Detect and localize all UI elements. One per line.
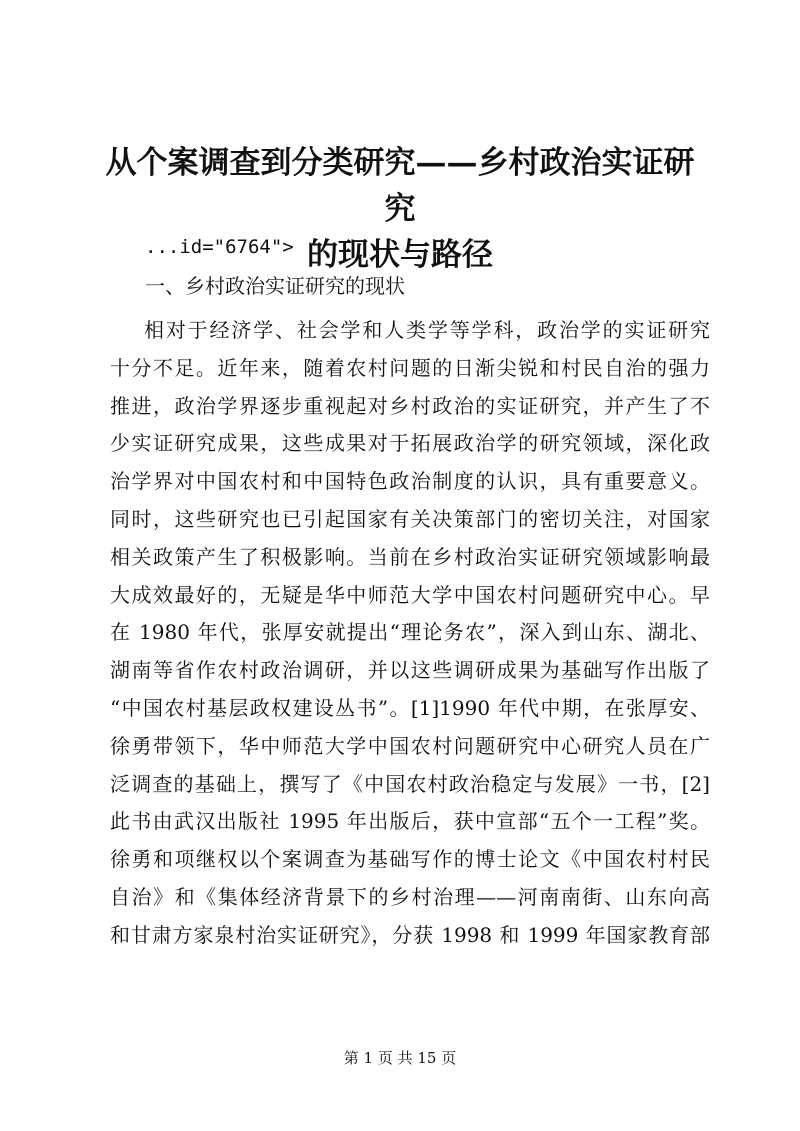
body-line: 徐勇和项继权以个案调查为基础写作的博士论文《中国农村村民 (110, 847, 710, 872)
body-line: 治学界对中国农村和中国特色政治制度的认识，具有重要意义。 (110, 469, 710, 494)
body-line: 十分不足。近年来，随着农村问题的日渐尖锐和村民自治的强力 (110, 355, 710, 380)
body-line: “中国农村基层政权建设丛书”。[1]1990 年代中期，在张厚安、 (110, 695, 710, 720)
body-line: 徐勇带领下，华中师范大学中国农村问题研究中心研究人员在广 (110, 733, 710, 758)
body-line: 相关政策产生了积极影响。当前在乡村政治实证研究领域影响最 (110, 544, 710, 569)
body-line: 在 1980 年代，张厚安就提出“理论务农”，深入到山东、湖北、 (110, 620, 710, 645)
body-line: 此书由武汉出版社 1995 年出版后，获中宣部“五个一工程”奖。 (110, 809, 710, 834)
section-heading: 一、乡村政治实证研究的现状 (145, 274, 405, 298)
title-line-2: 的现状与路径 (307, 237, 493, 273)
body-line: 自治》和《集体经济背景下的乡村治理——河南南街、山东向高 (110, 884, 710, 909)
body-line: 和甘肃方家泉村治实证研究》，分获 1998 和 1999 年国家教育部 (110, 922, 710, 947)
body-line: 同时，这些研究也已引起国家有关决策部门的密切关注，对国家 (110, 506, 710, 531)
body-line: 推进，政治学界逐步重视起对乡村政治的实证研究，并产生了不 (110, 393, 710, 418)
body-line: 相对于经济学、社会学和人类学等学科，政治学的实证研究 (144, 318, 710, 342)
title-line-1: 从个案调查到分类研究——乡村政治实证研究 (105, 145, 695, 227)
body-line: 湖南等省作农村政治调研，并以这些调研成果为基础写作出版了 (110, 658, 710, 683)
body-line: 少实证研究成果，这些成果对于拓展政治学的研究领域，深化政 (110, 431, 710, 456)
body-paragraph (110, 312, 710, 955)
body-line: 大成效最好的，无疑是华中师范大学中国农村问题研究中心。早 (110, 582, 710, 607)
document-id-fragment: ...id="6764"> (145, 236, 294, 258)
body-line: 泛调查的基础上，撰写了《中国农村政治稳定与发展》一书，[2] (110, 771, 710, 796)
page-number-footer: 第 1 页 共 15 页 (343, 1049, 457, 1067)
